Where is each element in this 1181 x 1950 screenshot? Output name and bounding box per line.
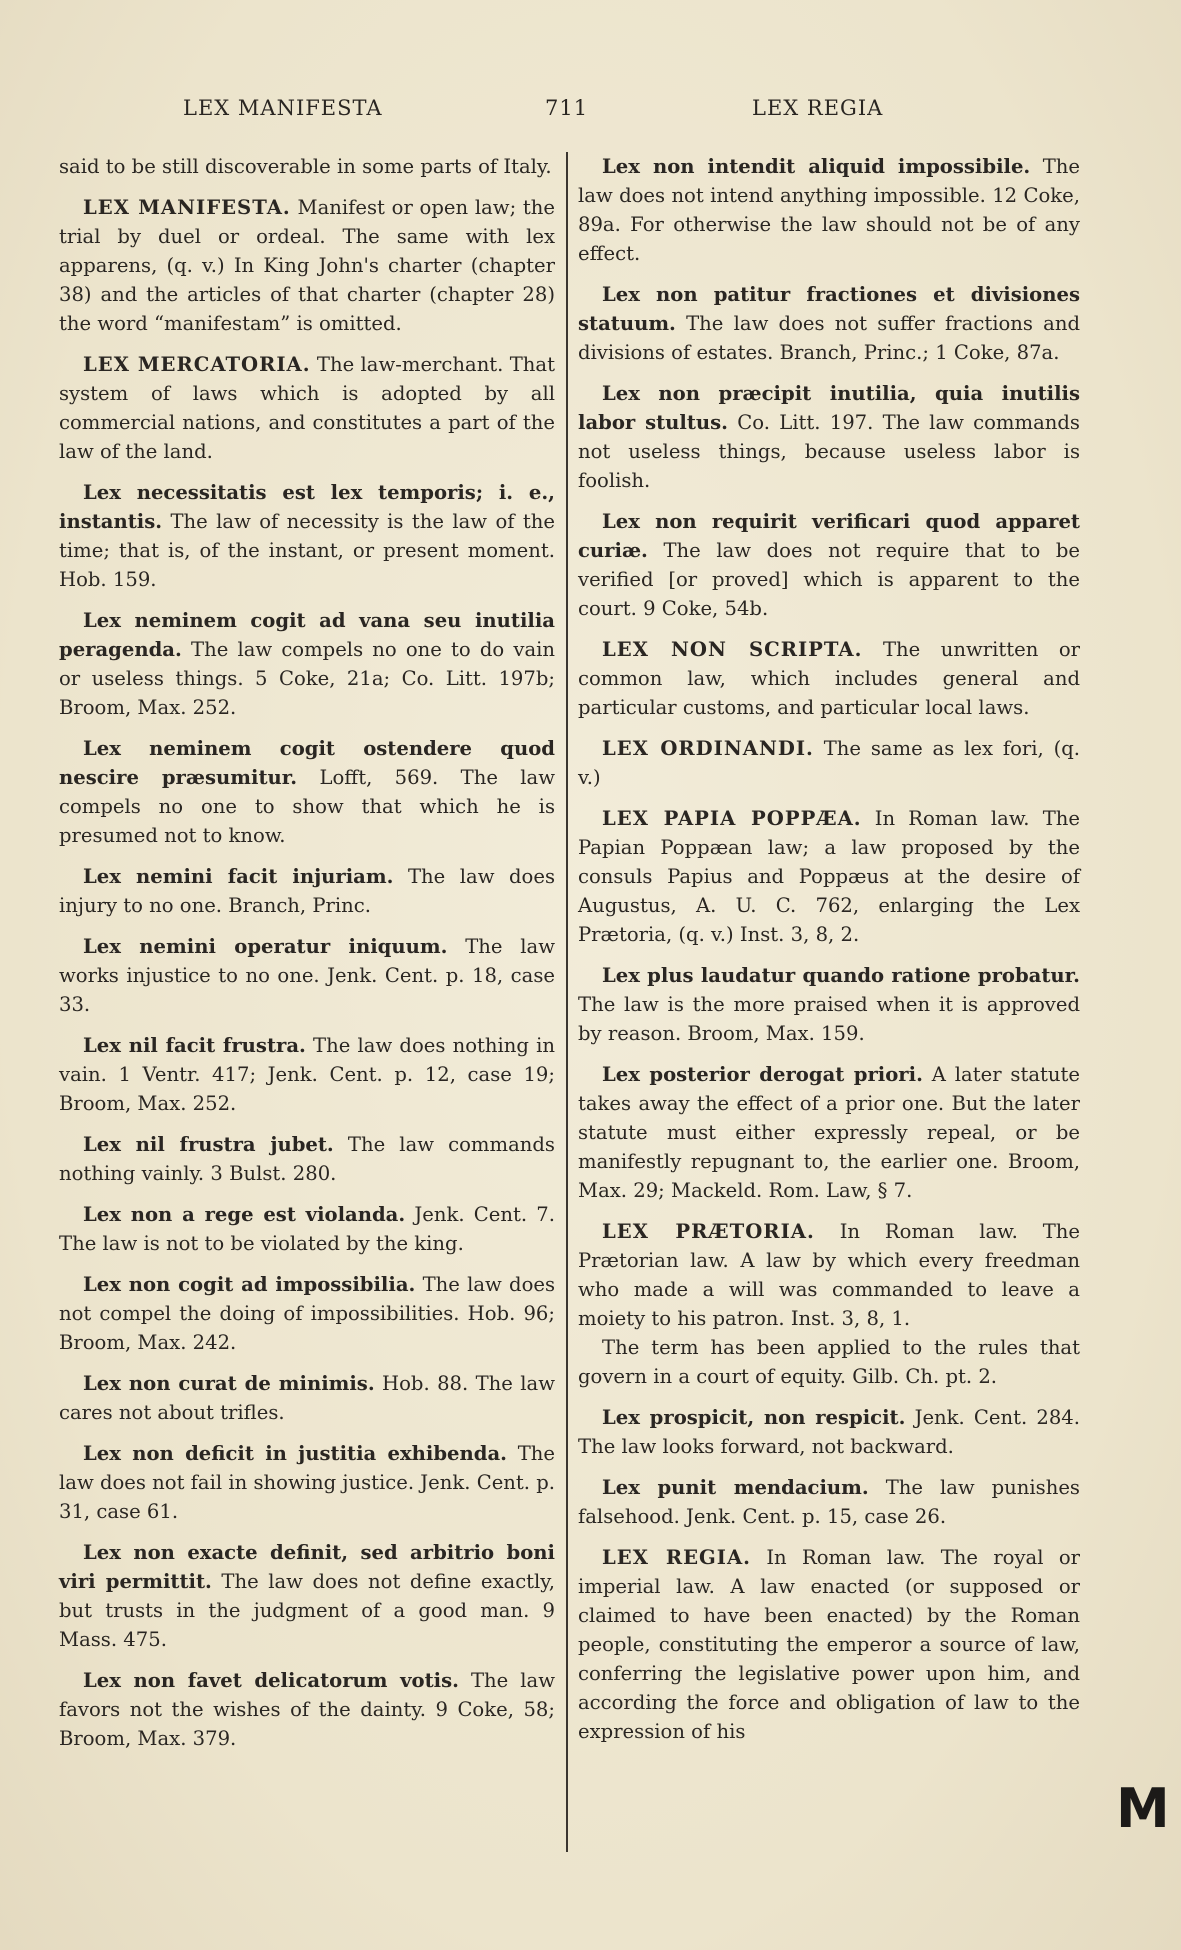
dictionary-entry bbox=[59, 1270, 555, 1357]
dictionary-entry bbox=[59, 478, 555, 594]
entry-definition: The law punishes falsehood. Jenk. Cent. p. 15, case 26. bbox=[578, 1476, 1080, 1528]
dictionary-entry bbox=[578, 1217, 1080, 1333]
entry-term: Lex non cogit ad impossibilia. bbox=[83, 1273, 416, 1296]
entry-term: Lex neminem cogit ostendere quod nescire præsumitur. bbox=[59, 737, 555, 789]
entry-definition: Jenk. Cent. 7. The law is not to be violated by the king. bbox=[59, 1203, 555, 1255]
thumb-index-letter: M bbox=[1116, 1777, 1170, 1840]
dictionary-entry bbox=[59, 1031, 555, 1118]
entry-definition: The law does not fail in showing justice. Jenk. Cent. p. 31, case 61. bbox=[59, 1442, 556, 1523]
page-number: 711 bbox=[545, 96, 589, 120]
dictionary-entry bbox=[59, 152, 555, 181]
header-left-guide-word: LEX MANIFESTA bbox=[183, 96, 383, 120]
entry-term: Lex punit mendacium. bbox=[602, 1476, 869, 1499]
left-column bbox=[59, 152, 555, 1765]
dictionary-entry bbox=[578, 507, 1080, 623]
entry-term: Lex non requirit verificari quod apparet curiæ. bbox=[578, 510, 1080, 562]
entry-term: Lex posterior derogat priori. bbox=[602, 1063, 923, 1086]
dictionary-entry bbox=[578, 379, 1080, 495]
entry-definition: Lofft, 569. The law compels no one to show that which he is presumed not to know. bbox=[59, 766, 556, 847]
dictionary-entry bbox=[59, 193, 555, 338]
entry-term: Lex nemini operatur iniquum. bbox=[83, 935, 448, 958]
entry-definition: The law favors not the wishes of the dainty. 9 Coke, 58; Broom, Max. 379. bbox=[59, 1669, 556, 1750]
entry-term: LEX PRÆTORIA. bbox=[602, 1220, 815, 1243]
entry-term: LEX ORDINANDI. bbox=[602, 737, 814, 760]
entry-definition: The law compels no one to do vain or useless things. 5 Coke, 21a; Co. Litt. 197b; Broom, Max. 252. bbox=[59, 638, 556, 719]
header-right-guide-word: LEX REGIA bbox=[752, 96, 884, 120]
entry-definition: The law works injustice to no one. Jenk. Cent. p. 18, case 33. bbox=[59, 935, 555, 1016]
dictionary-entry bbox=[578, 804, 1080, 949]
entry-definition: In Roman law. The Papian Poppæan law; a law proposed by the consuls Papius and Poppæus at the desire of Augustus, A. U. C. 762, enlarging the Lex Prætoria, (q. v.) Inst. 3, 8, 2. bbox=[578, 807, 1080, 946]
entry-definition: The term has been applied to the rules that govern in a court of equity. Gilb. Ch. pt. 2. bbox=[578, 1336, 1080, 1388]
entry-term: Lex nemini facit injuriam. bbox=[83, 865, 394, 888]
entry-definition: said to be still discoverable in some parts of Italy. bbox=[59, 155, 552, 178]
right-column bbox=[578, 152, 1080, 1758]
entry-term: Lex non favet delicatorum votis. bbox=[83, 1669, 459, 1692]
entry-term: Lex non deficit in justitia exhibenda. bbox=[83, 1442, 507, 1465]
dictionary-entry bbox=[59, 1538, 555, 1654]
entry-definition: Hob. 88. The law cares not about trifles. bbox=[59, 1372, 555, 1424]
entry-definition: The law commands nothing vainly. 3 Bulst. 280. bbox=[59, 1133, 555, 1185]
entry-definition: The law-merchant. That system of laws which is adopted by all commercial nations, and constitutes a part of the law of the land. bbox=[59, 353, 555, 463]
entry-definition: In Roman law. The royal or imperial law. A law enacted (or supposed or claimed to have been enacted) by the Roman people, constituting the emperor a source of law, conferring the legislative power upon him, and according the force and obligation of law to the expression of his bbox=[578, 1546, 1080, 1743]
dictionary-entry bbox=[578, 961, 1080, 1048]
dictionary-entry bbox=[578, 635, 1080, 722]
dictionary-entry bbox=[578, 280, 1080, 367]
entry-definition: The unwritten or common law, which includes general and particular customs, and particular local laws. bbox=[578, 638, 1080, 719]
entry-term: Lex plus laudatur quando ratione probatur. bbox=[602, 964, 1080, 987]
entry-definition: The law is the more praised when it is approved by reason. Broom, Max. 159. bbox=[578, 993, 1080, 1045]
dictionary-entry bbox=[59, 350, 555, 466]
dictionary-entry bbox=[59, 862, 555, 920]
dictionary-entry bbox=[59, 1200, 555, 1258]
dictionary-entry bbox=[59, 1439, 555, 1526]
entry-term: Lex nil facit frustra. bbox=[83, 1034, 306, 1057]
entry-term: LEX MANIFESTA. bbox=[83, 196, 291, 219]
entry-definition: The law does not define exactly, but trusts in the judgment of a good man. 9 Mass. 475. bbox=[59, 1570, 556, 1651]
entry-term: Lex necessitatis est lex temporis; i. e., instantis. bbox=[59, 481, 555, 533]
dictionary-entry bbox=[578, 1060, 1080, 1205]
entry-definition: The law does not require that to be verified [or proved] which is apparent to the court. 9 Coke, 54b. bbox=[578, 539, 1080, 620]
entry-definition: The law does nothing in vain. 1 Ventr. 417; Jenk. Cent. p. 12, case 19; Broom, Max. 252. bbox=[59, 1034, 555, 1115]
dictionary-entry bbox=[59, 1130, 555, 1188]
dictionary-entry bbox=[578, 152, 1080, 268]
dictionary-entry bbox=[59, 734, 555, 850]
entry-definition: The same as lex fori, (q. v.) bbox=[578, 737, 1081, 789]
entry-term: LEX PAPIA POPPÆA. bbox=[602, 807, 862, 830]
entry-term: Lex non patitur fractiones et divisiones statuum. bbox=[578, 283, 1080, 335]
dictionary-entry bbox=[578, 1333, 1080, 1391]
dictionary-entry bbox=[578, 1473, 1080, 1531]
entry-term: LEX REGIA. bbox=[602, 1546, 751, 1569]
entry-definition: The law does not suffer fractions and divisions of estates. Branch, Princ.; 1 Coke, 87a. bbox=[578, 312, 1081, 364]
entry-definition: The law does injury to no one. Branch, Princ. bbox=[59, 865, 556, 917]
entry-definition: Manifest or open law; the trial by duel or ordeal. The same with lex apparens, (q. v.) In King John's charter (chapter 38) and the articles of that charter (chapter 28) the word “manifestam” is omitted. bbox=[59, 196, 555, 335]
entry-term: Lex non præcipit inutilia, quia inutilis labor stultus. bbox=[578, 382, 1080, 434]
dictionary-entry bbox=[578, 734, 1080, 792]
entry-definition: Co. Litt. 197. The law commands not useless things, because useless labor is foolish. bbox=[578, 411, 1080, 492]
entry-term: LEX NON SCRIPTA. bbox=[602, 638, 863, 661]
dictionary-entry bbox=[59, 606, 555, 722]
entry-term: Lex prospicit, non respicit. bbox=[602, 1406, 906, 1429]
dictionary-entry bbox=[59, 1369, 555, 1427]
entry-definition: The law of necessity is the law of the time; that is, of the instant, or present moment. Hob. 159. bbox=[59, 510, 555, 591]
column-divider bbox=[566, 152, 568, 1852]
entry-term: Lex neminem cogit ad vana seu inutilia peragenda. bbox=[59, 609, 555, 661]
entry-term: Lex non curat de minimis. bbox=[83, 1372, 375, 1395]
dictionary-entry bbox=[578, 1543, 1080, 1746]
entry-term: LEX MERCATORIA. bbox=[83, 353, 311, 376]
entry-definition: The law does not compel the doing of impossibilities. Hob. 96; Broom, Max. 242. bbox=[59, 1273, 556, 1354]
entry-definition: Jenk. Cent. 284. The law looks forward, not backward. bbox=[578, 1406, 1080, 1458]
dictionary-entry bbox=[59, 1666, 555, 1753]
entry-term: Lex non a rege est violanda. bbox=[83, 1203, 406, 1226]
dictionary-entry bbox=[578, 1403, 1080, 1461]
dictionary-entry bbox=[59, 932, 555, 1019]
running-header bbox=[0, 96, 1181, 126]
entry-definition: In Roman law. The Prætorian law. A law by which every freedman who made a will was commanded to leave a moiety to his patron. Inst. 3, 8, 1. bbox=[578, 1220, 1081, 1330]
entry-term: Lex nil frustra jubet. bbox=[83, 1133, 334, 1156]
entry-term: Lex non intendit aliquid impossibile. bbox=[602, 155, 1031, 178]
entry-definition: A later statute takes away the effect of a prior one. But the later statute must either expressly repeal, or be manifestly repugnant to, the earlier one. Broom, Max. 29; Mackeld. Rom. Law, § 7. bbox=[578, 1063, 1081, 1202]
entry-term: Lex non exacte definit, sed arbitrio boni viri permittit. bbox=[59, 1541, 555, 1593]
entry-definition: The law does not intend anything impossible. 12 Coke, 89a. For otherwise the law should not be of any effect. bbox=[578, 155, 1081, 265]
